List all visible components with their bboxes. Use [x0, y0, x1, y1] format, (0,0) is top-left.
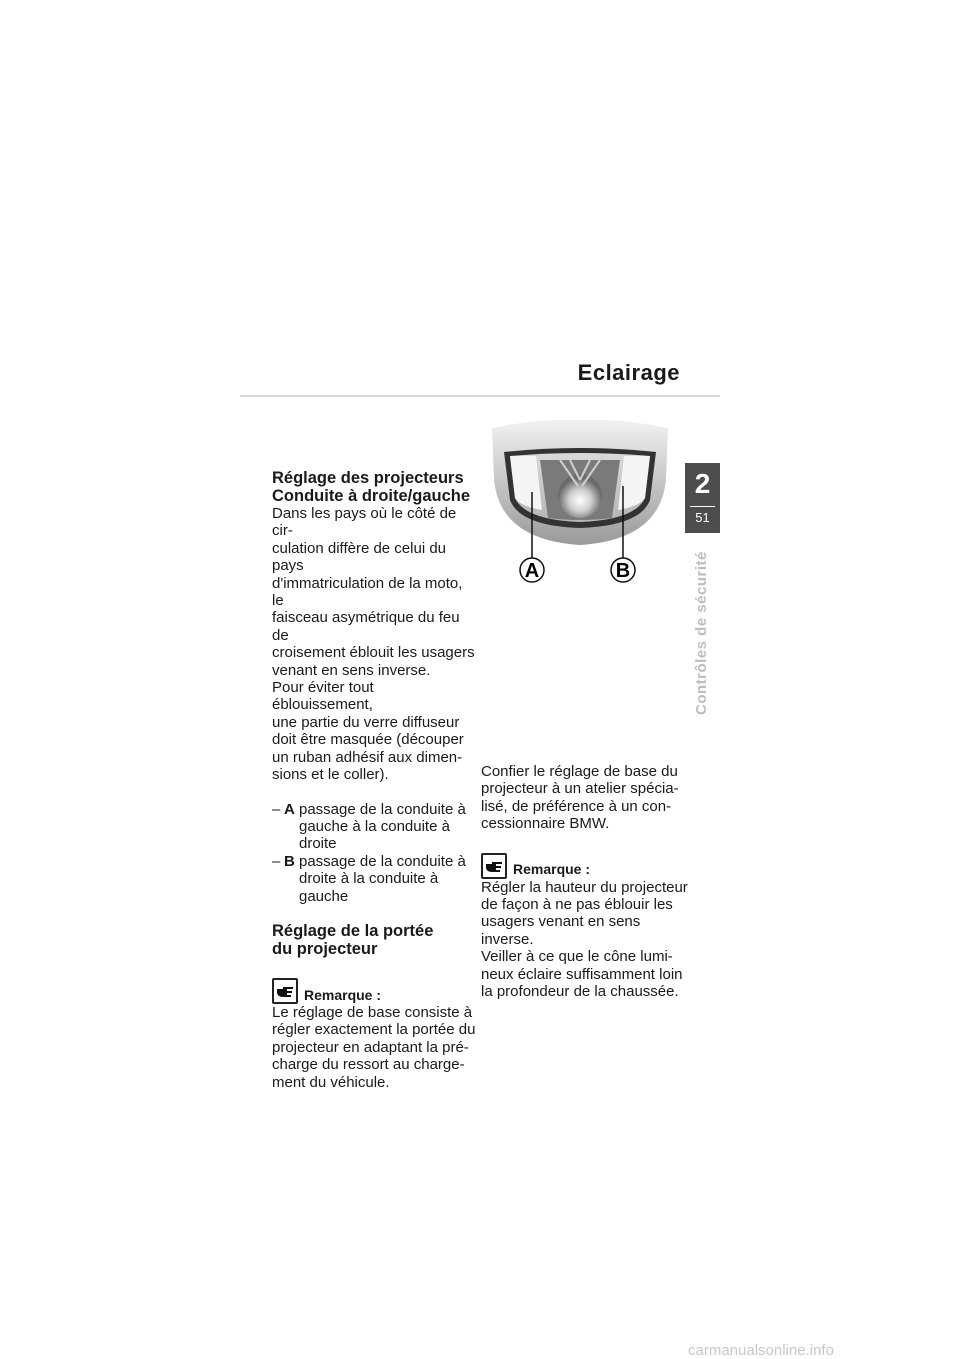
text-line: doit être masquée (découper: [272, 731, 464, 749]
heading-headlight-adjustment: [272, 469, 477, 505]
watermark: carmanualsonline.info: [688, 1342, 834, 1359]
text-line: la profondeur de la chaussée.: [481, 983, 679, 1001]
text-line: une partie du verre diffuseur: [272, 713, 460, 731]
text-line: d'immatriculation de la moto, le: [272, 574, 463, 610]
text-line: Confier le réglage de base du: [481, 763, 678, 780]
text-line: neux éclaire suffisamment loin: [481, 965, 683, 983]
text-line: Le réglage de base consiste à: [272, 1003, 473, 1021]
label-a: A: [524, 560, 540, 582]
paragraph-avoid-glare: [272, 679, 477, 783]
text-line: Veiller à ce que le cône lumi-: [481, 948, 673, 966]
chapter-number: 2: [694, 468, 711, 499]
text-line: faisceau asymétrique du feu de: [272, 609, 460, 644]
text-line: gauche: [299, 887, 349, 905]
list-key: A: [284, 800, 295, 818]
text-line: inverse.: [481, 930, 534, 948]
right-column: [481, 763, 696, 1000]
text-line: droite à la conduite à: [299, 870, 439, 888]
paragraph-intro: [272, 505, 477, 679]
text-line: Régler la hauteur du projecteur: [481, 878, 688, 896]
text-line: cessionnaire BMW.: [481, 815, 610, 833]
list-dash: –: [272, 852, 281, 870]
label-b: B: [615, 560, 631, 582]
list-dash: –: [272, 800, 281, 818]
text-line: sions et le coller).: [272, 766, 389, 784]
text-line: lisé, de préférence à un con-: [481, 797, 672, 815]
note-block: [481, 853, 696, 1001]
heading-range-adjustment: [272, 922, 477, 958]
left-column: [272, 469, 477, 1091]
text-line: un ruban adhésif aux dimen-: [272, 748, 463, 766]
paragraph-basic-adjustment: [481, 763, 696, 833]
page-number: 51: [695, 510, 710, 525]
list-item: [272, 801, 477, 853]
heading-line: du projecteur: [272, 939, 378, 958]
text-line: charge du ressort au charge-: [272, 1056, 465, 1074]
text-line: régler exactement la portée du: [272, 1021, 476, 1039]
heading-line: Réglage de la portée: [272, 921, 434, 940]
list-key: B: [284, 852, 295, 870]
heading-line: Conduite à droite/gauche: [272, 487, 471, 505]
note-label: Remarque :: [513, 861, 591, 878]
text-line: usagers venant en sens: [481, 913, 641, 931]
text-line: passage de la conduite à: [299, 800, 466, 818]
text-line: Dans les pays où le côté de cir-: [272, 505, 457, 540]
section-sidebar: [693, 545, 713, 715]
text-line: de façon à ne pas éblouir les: [481, 896, 673, 914]
note-block: [272, 978, 477, 1091]
note-label: Remarque :: [304, 986, 382, 1003]
text-line: gauche à la conduite à: [299, 817, 450, 835]
header-divider: [240, 395, 720, 397]
text-line: culation diffère de celui du pays: [272, 539, 447, 575]
text-line: projecteur à un atelier spécia-: [481, 780, 679, 798]
text-line: ment du véhicule.: [272, 1073, 390, 1091]
note-hand-icon: [272, 978, 298, 1004]
text-line: Pour éviter tout éblouissement,: [272, 679, 374, 714]
chapter-tab-divider: [690, 506, 715, 507]
list-item: [272, 853, 477, 905]
text-line: droite: [299, 835, 337, 853]
page-title: Eclairage: [577, 360, 680, 385]
note-hand-icon: [481, 853, 507, 879]
section-label: Contrôles de sécurité: [693, 551, 710, 715]
heading-line: Réglage des projecteurs: [272, 469, 464, 487]
text-line: projecteur en adaptant la pré-: [272, 1038, 469, 1056]
headlight-illustration: [490, 420, 670, 590]
text-line: croisement éblouit les usagers: [272, 644, 475, 662]
text-line: passage de la conduite à: [299, 852, 466, 870]
text-line: venant en sens inverse.: [272, 661, 431, 679]
